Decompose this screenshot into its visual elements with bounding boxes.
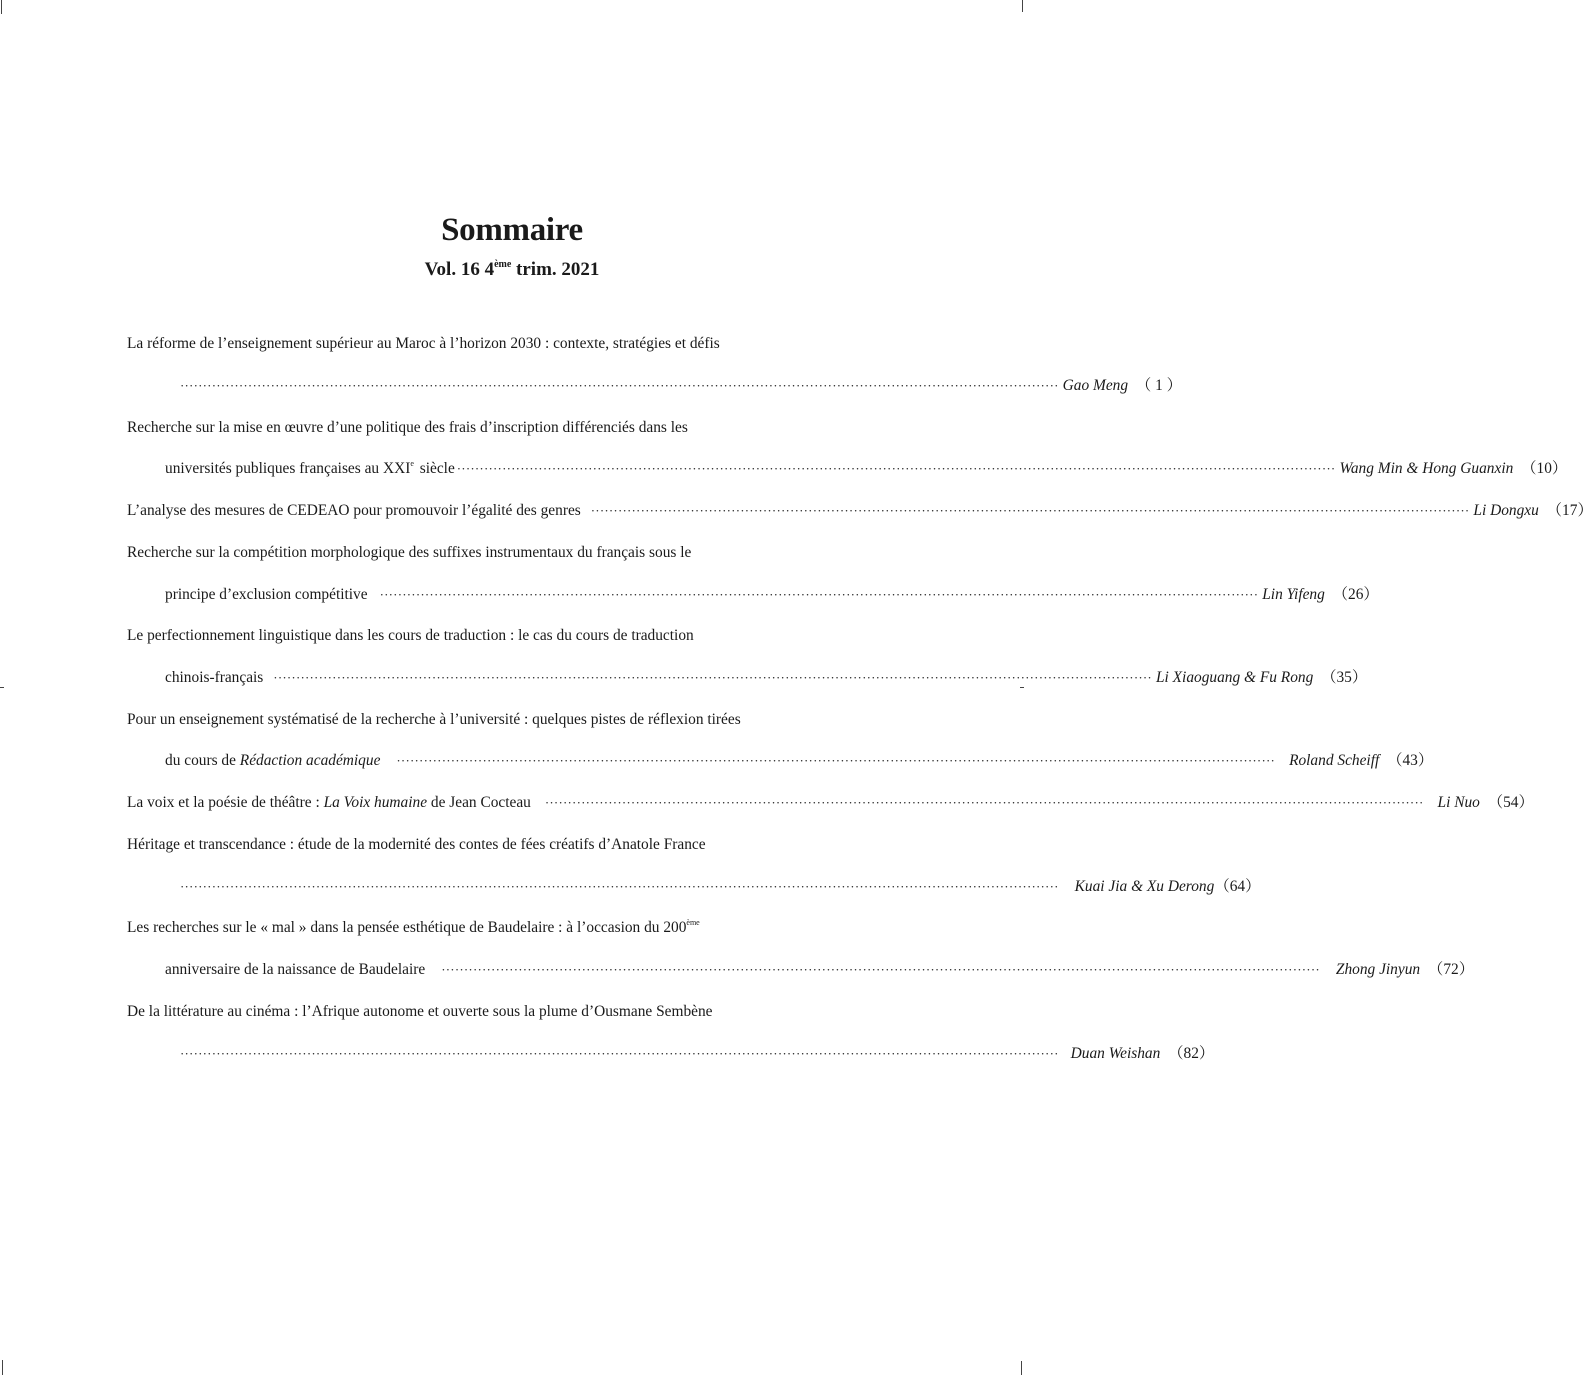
toc-entry-page[interactable]: （10） [1521,460,1568,477]
toc-entry [127,791,1534,815]
toc-entry-text: anniversaire de la naissance de Baudelaire [165,961,426,978]
toc-entry-page[interactable]: （ 1 ） [1135,377,1183,394]
toc-entry-title [127,791,531,815]
toc-entry-text-part: de Jean Cocteau [427,794,531,811]
toc-entry-leader-line [180,1042,1215,1066]
toc-entry-title [127,916,887,940]
toc-entry-page[interactable]: （43） [1387,752,1434,769]
toc-entry-title: De la littérature au cinéma : l’Afrique autonome et ouverte sous la plume d’Ousmane Sembène [127,1003,713,1020]
toc-entry-title: L’analyse des mesures de CEDEAO pour promouvoir l’égalité des genres [127,502,581,519]
toc-entry-title-continued [165,666,1368,690]
dot-leader: ·································································································································································································· [590,503,1470,518]
toc-entry-text-part: Les recherches sur le « mal » dans la pensée esthétique de Baudelaire : à l’occasion du 200 [127,919,687,936]
toc-entry [127,499,1593,523]
toc-entry-page[interactable]: （72） [1427,961,1475,978]
italic-title: La Voix humaine [323,794,428,811]
issue-subtitle [0,255,1024,288]
dot-leader: ·································································································································································································· [180,378,1059,393]
toc-entry-page[interactable]: （64） [1214,878,1261,895]
crop-mark-mid-left [0,687,4,688]
italic-title: Rédaction académique [239,752,381,769]
toc-entry-title-continued [165,583,1379,607]
toc-entry-page[interactable]: （26） [1332,586,1379,603]
toc-entry-text-part: universités publiques françaises au XXI [165,460,411,477]
toc-entry-title: Recherche sur la compétition morphologique des suffixes instrumentaux du français sous le [127,544,692,561]
dot-leader: ·································································································································································································· [379,587,1259,602]
toc-entry-title-continued [165,958,1475,982]
toc-entry-title: Héritage et transcendance : étude de la modernité des contes de fées créatifs d’Anatole France [127,836,706,853]
toc-entry-leader-line [180,875,1261,899]
toc-entry-author: Li Dongxu [1473,502,1539,519]
volume-text: Vol. 16 4 [424,259,495,280]
toc-entry-title: Recherche sur la mise en œuvre d’une politique des frais d’inscription différenciés dans les [127,419,688,436]
toc-entry-title-continued [165,457,1568,481]
dot-leader: ·································································································································································································· [396,753,1276,768]
crop-mark-top-right [1022,0,1023,12]
toc-entry-text-part: siècle [415,460,455,477]
toc-entry-leader-line [180,374,1183,398]
toc-entry-text [165,457,455,483]
page-title: Sommaire [441,212,583,248]
crop-mark-bottom-left [2,1360,3,1375]
toc-entry-text: principe d’exclusion compétitive [165,586,368,603]
toc-entry-author: Li Nuo [1437,794,1480,811]
toc-entry-author: Lin Yifeng [1262,586,1325,603]
toc-entry-title: Pour un enseignement systématisé de la recherche à l’université : quelques pistes de réflexion tirées [127,711,741,728]
dot-leader: ·································································································································································································· [180,879,1059,894]
dot-leader: ·································································································································································································· [441,962,1320,977]
toc-entry-author: Roland Scheiff [1289,752,1380,769]
superscript: e [410,459,414,468]
toc-entry-text-part: La voix et la poésie de théâtre : [127,794,324,811]
toc-entry-page[interactable]: （17） [1546,502,1593,519]
crop-mark-top-left [1,0,2,14]
toc-entry-author: Kuai Jia & Xu Derong [1074,878,1215,895]
dot-leader: ·································································································································································································· [180,1046,1059,1061]
toc-entry-page[interactable]: （82） [1168,1045,1215,1062]
toc-entry-text-part: du cours de [165,752,240,769]
volume-superscript: ème [494,259,512,270]
dot-leader: ·································································································································································································· [456,461,1336,476]
toc-entry-text: chinois-français [165,669,264,686]
toc-entry-author: Li Xiaoguang & Fu Rong [1155,669,1314,686]
toc-entry-title: La réforme de l’enseignement supérieur au Maroc à l’horizon 2030 : contexte, stratégies et défis [127,335,720,352]
toc-entry-author: Wang Min & Hong Guanxin [1339,460,1514,477]
toc-entry-title: Le perfectionnement linguistique dans les cours de traduction : le cas du cours de traduction [127,627,694,644]
period-text: trim. 2021 [511,259,600,280]
toc-entry-author: Gao Meng [1062,377,1129,394]
dot-leader: ·································································································································································································· [544,795,1424,810]
crop-mark-bottom-right [1021,1361,1022,1375]
dot-leader: ·································································································································································································· [273,670,1152,685]
toc-entry-title-continued [165,749,1434,773]
toc-entry-author: Duan Weishan [1070,1045,1161,1062]
toc-entry-page[interactable]: （54） [1487,794,1534,811]
toc-entry-text [165,749,380,773]
toc-entry-author: Zhong Jinyun [1335,961,1421,978]
toc-entry-page[interactable]: （35） [1321,669,1368,686]
superscript: ème [686,918,700,927]
